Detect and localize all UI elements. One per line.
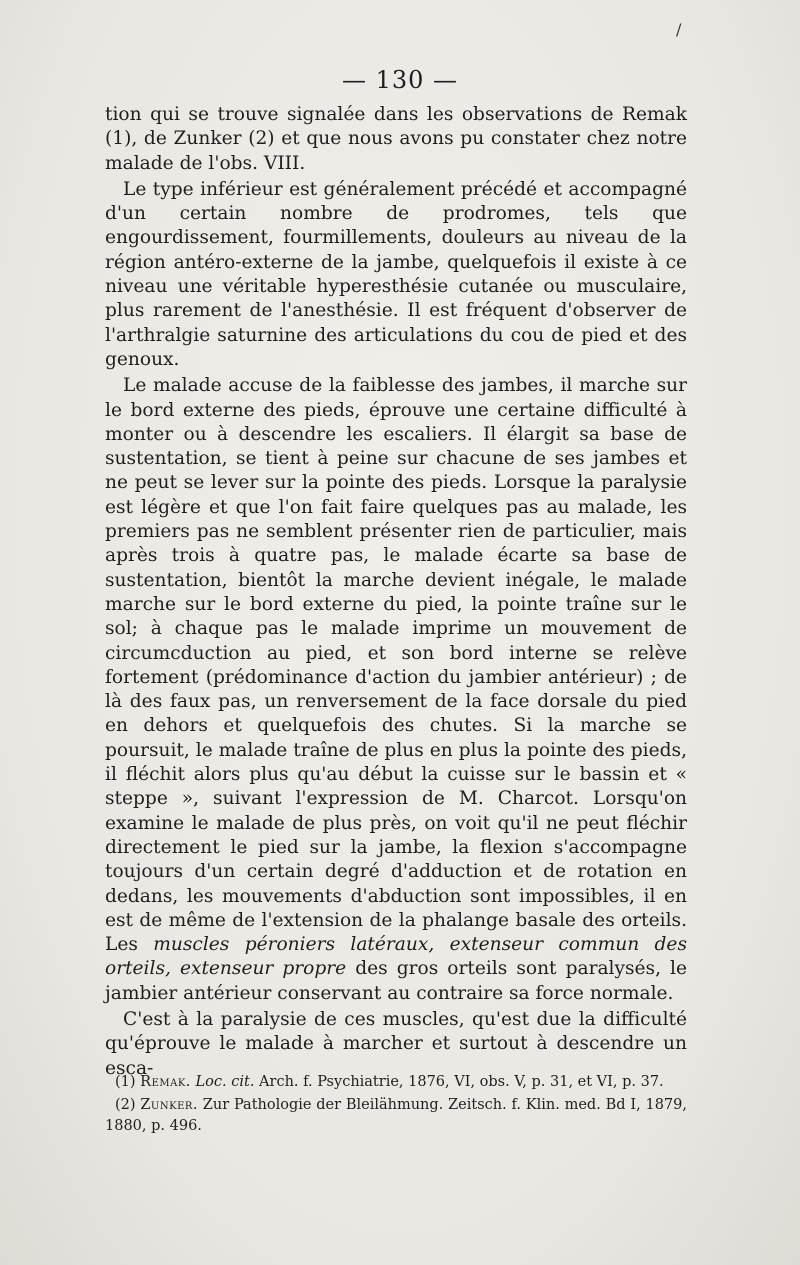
paragraph-prodromes: Le type inférieur est généralement précédé et accompagné d'un certain nombre de prodromes, tels que engourdissement, fourmillements, douleurs au niveau de la région antéro-externe de la jambe, quelquefois il existe à ce niveau une véritable hyperesthésie cutanée ou musculaire, plus rarement de l'anesthésie. Il est fréquent d'observer de l'arthralgie saturnine des articulations du cou de pied et des genoux. — [105, 178, 687, 370]
body-text — [105, 103, 687, 1081]
footnote-2-rest: Zur Pathologie der Bleilähmung. Zeitsch. f. Klin. med. Bd I, 1879, 1880, p. 496. — [105, 1097, 687, 1134]
footnote-1 — [105, 1072, 687, 1093]
gait-text: Le malade accuse de la faiblesse des jambes, il marche sur le bord externe des pieds, éprouve une certaine difficulté à monter ou à descendre les escaliers. Il élargit sa base de sustentation, se tient à peine sur chacune de ses jambes et ne peut se lever sur la pointe des pieds. Lorsque la paralysie est légère et que l'on fait faire quelques pas au malade, les premiers pas ne semblent présenter rien de particulier, mais après trois à quatre pas, le malade écarte sa base de sustentation, bientôt la marche devient inégale, le malade marche sur le bord externe du pied, la pointe traîne sur le sol; à chaque pas le malade imprime un mouvement de circumcduction au pied, et son bord interne se relève fortement (prédominance d'action du jambier antérieur) ; de là des faux pas, un renversement de la face dorsale du pied en dehors et quelquefois des chutes. Si la marche se poursuit, le malade traîne de plus en plus la pointe des pieds, il fléchit alors plus qu'au début la cuisse sur le bassin et « steppe », suivant l'expression de M. Charcot. Lorsqu'on examine le malade de plus près, on voit qu'il ne peut fléchir directement le pied sur la jambe, la flexion s'accompagne toujours d'un certain degré d'adduction et de rotation en dedans, les mouvements d'abduction sont impossibles, il en est de même de l'extension de la phalange basale des orteils. — [105, 375, 687, 931]
footnote-2 — [105, 1095, 687, 1137]
paragraph-conclusion: C'est à la paralysie de ces muscles, qu'est due la difficulté qu'éprouve le malade à marcher et surtout à descendre un esca- — [105, 1008, 687, 1079]
page-number: — 130 — — [341, 66, 459, 94]
footnote-2-marker: (2) — [115, 1097, 136, 1113]
paragraph-continuation: tion qui se trouve signalée dans les observations de Remak (1), de Zunker (2) et que nous avons pu constater chez notre malade de l'obs. VIII. — [105, 104, 687, 174]
corner-mark: / — [676, 20, 682, 39]
footnotes — [105, 1072, 687, 1137]
gait-tail: des gros orteils sont paralysés, le jambier antérieur conservant au contraire sa force normale. — [105, 958, 688, 1004]
muscle-names: muscles péroniers latéraux, extenseur commun des orteils, extenseur propre — [105, 934, 687, 980]
footnote-1-author: Remak. — [140, 1074, 191, 1090]
footnote-1-marker: (1) — [115, 1074, 136, 1090]
gait-lead: Les — [105, 934, 154, 956]
paragraph-gait — [105, 374, 687, 1006]
footnote-2-author: Zunker. — [140, 1097, 199, 1113]
footnote-1-rest: Arch. f. Psychiatrie, 1876, VI, obs. V, p. 31, et VI, p. 37. — [254, 1074, 664, 1090]
footnote-1-ref: Loc. cit. — [195, 1074, 255, 1090]
